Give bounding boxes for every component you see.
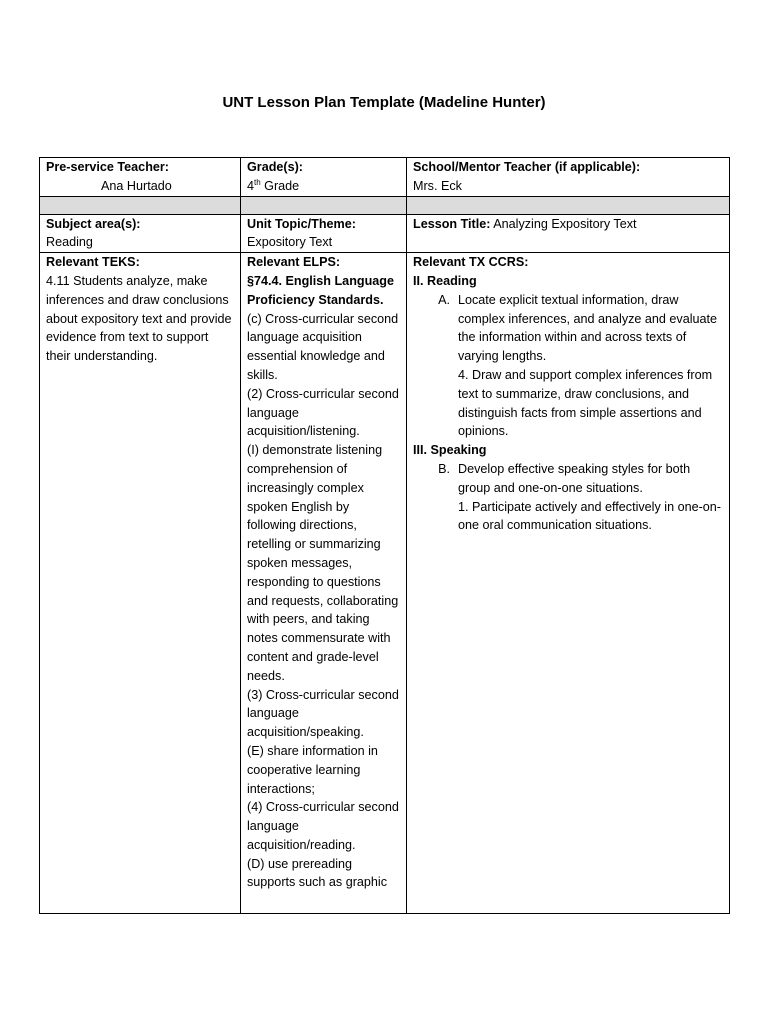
mentor-cell — [407, 158, 730, 197]
teks-text: 4.11 Students analyze, make inferences and draw conclusions about expository text and provide evidence from text to support their understanding. — [46, 273, 232, 364]
standards-row — [40, 253, 730, 914]
elps-item: (2) Cross-curricular second language acquisition/listening. — [247, 386, 399, 439]
lesson-label: Lesson Title: — [413, 216, 491, 231]
subject-label: Subject area(s): — [46, 216, 141, 231]
ccrs-reading-letter: A. — [438, 292, 450, 307]
mentor-label: School/Mentor Teacher (if applicable): — [413, 160, 641, 174]
elps-item: (I) demonstrate listening comprehension of increasingly complex spoken English by following directions, retelling or summarizing spoken messages, responding to questions and requests, collaborating with peers, and taking notes commensurate with content and grade-level needs. — [247, 443, 399, 683]
elps-content — [247, 253, 401, 913]
ccrs-reading-sub: 4. Draw and support complex inferences from text to summarize, draw conclusions, and distinguish facts from simple assertions and opinions. — [458, 367, 713, 439]
mentor-name: Mrs. Eck — [413, 178, 462, 193]
subject-value: Reading — [46, 235, 93, 250]
grade-number: 4 — [247, 178, 255, 193]
grade-word: Grade — [260, 178, 300, 193]
grade-suffix: th — [254, 177, 261, 187]
elps-item: (D) use prereading supports such as graphic — [247, 856, 388, 890]
ccrs-label: Relevant TX CCRS: — [413, 255, 529, 270]
lesson-value: Analyzing Expository Text — [490, 216, 637, 231]
elps-item: (3) Cross-curricular second language acquisition/speaking. — [247, 687, 399, 740]
elps-item: (c) Cross-curricular second language acquisition essential knowledge and skills. — [247, 311, 399, 382]
ccrs-speaking-item — [413, 460, 724, 498]
teacher-label: Pre-service Teacher: — [46, 160, 169, 174]
topic-value: Expository Text — [247, 235, 333, 250]
elps-item: (E) share information in cooperative learning interactions; — [247, 743, 378, 796]
elps-standard-heading: §74.4. English Language Proficiency Standards. — [247, 273, 394, 307]
ccrs-cell — [407, 253, 730, 914]
spacer-row — [40, 196, 730, 214]
ccrs-speaking-heading: III. Speaking — [413, 443, 487, 458]
topic-cell — [241, 214, 407, 253]
ccrs-speaking-letter: B. — [438, 461, 450, 476]
grade-value — [247, 177, 401, 196]
ccrs-content — [413, 253, 724, 913]
elps-cell — [241, 253, 407, 914]
teks-label: Relevant TEKS: — [46, 255, 140, 270]
subject-cell — [40, 214, 241, 253]
ccrs-reading-heading: II. Reading — [413, 273, 477, 288]
teks-cell — [40, 253, 241, 914]
elps-item: (4) Cross-curricular second language acquisition/reading. — [247, 800, 399, 852]
grade-cell — [241, 158, 407, 197]
spacer-cell-3 — [407, 196, 730, 214]
teacher-name: Ana Hurtado — [101, 178, 172, 193]
subject-row — [40, 214, 730, 253]
spacer-cell-1 — [40, 196, 241, 214]
ccrs-reading-text: Locate explicit textual information, draw complex inferences, and analyze and evaluate the information within and across texts of varying lengths. — [458, 292, 718, 364]
teacher-cell — [40, 158, 241, 197]
lesson-plan-table — [39, 157, 730, 914]
page-title: UNT Lesson Plan Template (Madeline Hunter) — [222, 94, 546, 111]
elps-label: Relevant ELPS: — [247, 255, 341, 270]
topic-label: Unit Topic/Theme: — [247, 216, 356, 231]
ccrs-reading-item — [413, 291, 724, 366]
grade-label: Grade(s): — [247, 160, 303, 174]
ccrs-speaking-text: Develop effective speaking styles for both group and one-on-one situations. — [458, 461, 691, 495]
spacer-cell-2 — [241, 196, 407, 214]
teks-content — [46, 253, 235, 913]
lesson-cell — [407, 214, 730, 253]
header-row — [40, 158, 730, 197]
ccrs-speaking-sub: 1. Participate actively and effectively in one-on-one oral communication situations. — [458, 499, 721, 533]
